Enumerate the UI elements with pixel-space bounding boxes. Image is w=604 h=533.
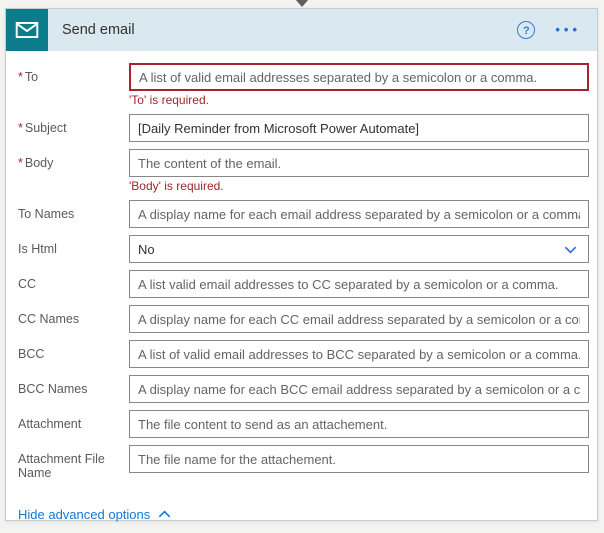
is-html-selected-value: No (138, 241, 155, 257)
field-row-subject (18, 114, 589, 142)
field-label: BCC (18, 347, 45, 361)
cc-names-input[interactable] (129, 305, 589, 333)
body-input[interactable] (129, 149, 589, 177)
chevron-down-icon (563, 242, 578, 257)
to-error-text: 'To' is required. (129, 93, 209, 107)
hide-advanced-options-label: Hide advanced options (18, 507, 151, 522)
required-asterisk: * (18, 156, 23, 170)
field-row-attachment-file-name (18, 445, 589, 480)
field-row-bcc-names (18, 375, 589, 403)
field-label: Attachment File Name (18, 452, 105, 480)
card-title: Send email (62, 22, 135, 38)
parameters-form (6, 51, 597, 524)
required-asterisk: * (18, 70, 23, 84)
field-label: Attachment (18, 417, 82, 431)
to-input[interactable] (129, 63, 589, 91)
field-row-attachment (18, 410, 589, 438)
field-label: Is Html (18, 242, 57, 256)
help-button[interactable] (517, 21, 535, 39)
card-header[interactable] (6, 9, 597, 51)
field-row-bcc (18, 340, 589, 368)
menu-button[interactable] (555, 22, 581, 37)
send-email-card (5, 8, 598, 521)
to-names-input[interactable] (129, 200, 589, 228)
cc-input[interactable] (129, 270, 589, 298)
field-row-cc (18, 270, 589, 298)
hide-advanced-options-link[interactable] (18, 507, 172, 522)
field-row-to-names (18, 200, 589, 228)
attachment-file-name-input[interactable] (129, 445, 589, 473)
field-label: CC Names (18, 312, 80, 326)
field-row-body (18, 149, 589, 193)
attachment-input[interactable] (129, 410, 589, 438)
envelope-icon (14, 17, 40, 43)
field-label: * Body (18, 156, 54, 170)
subject-input[interactable] (129, 114, 589, 142)
body-error-text: 'Body' is required. (129, 179, 224, 193)
field-label: CC (18, 277, 37, 291)
email-connector-icon (6, 9, 48, 51)
field-label: * To (18, 70, 39, 84)
ellipsis-icon: ••• (555, 22, 581, 37)
bcc-input[interactable] (129, 340, 589, 368)
required-asterisk: * (18, 121, 23, 135)
is-html-dropdown[interactable] (129, 235, 589, 263)
connector-arrow-icon (295, 0, 309, 7)
field-row-to (18, 63, 589, 107)
field-row-cc-names (18, 305, 589, 333)
field-row-is-html (18, 235, 589, 263)
help-icon: ? (522, 25, 530, 37)
field-label: To Names (18, 207, 75, 221)
field-label: BCC Names (18, 382, 88, 396)
field-label: * Subject (18, 121, 67, 135)
chevron-up-icon (157, 507, 172, 522)
bcc-names-input[interactable] (129, 375, 589, 403)
